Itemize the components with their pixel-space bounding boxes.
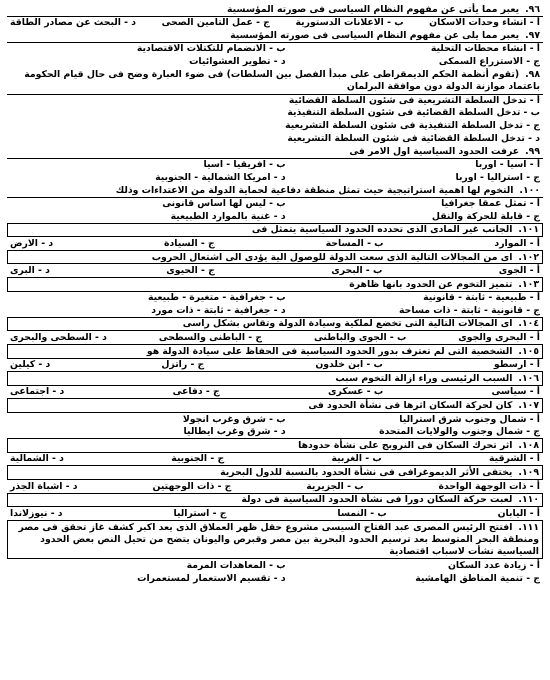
- question-103: [7, 277, 543, 292]
- options-102: [7, 264, 543, 277]
- option-d[interactable]: د - البحث عن مصادر الطاقة: [10, 17, 137, 29]
- option-a[interactable]: أ - زيادة عدد السكان: [447, 560, 540, 572]
- question-text: لعبت حركة السكان دورا فى نشأة الحدود السياسية فى دولة: [241, 494, 513, 506]
- question-number: ٩٦.: [525, 3, 540, 15]
- question-text: يعبر مما يلى عن مفهوم النظام السياسى فى صورته المؤسسية: [230, 29, 520, 41]
- option-b[interactable]: ب - شرق وغرب انجولا: [182, 413, 286, 425]
- option-d[interactable]: د - شرق وغرب ايطاليا: [183, 426, 286, 438]
- options-111-row1: [7, 559, 543, 572]
- options-100-row1: [7, 198, 543, 211]
- options-97-row1: [7, 43, 543, 56]
- question-text: يعبر مما يأتى عن مفهوم النظام السياسى فى صورته المؤسسية: [226, 3, 520, 15]
- options-98: [7, 95, 543, 145]
- question-text: كان لحركة السكان اثرها فى نشأة الحدود فى: [308, 400, 513, 412]
- option-b[interactable]: ب - افريقيا - اسيا: [203, 159, 286, 171]
- option-c[interactable]: ج - دفاعى: [172, 386, 220, 398]
- question-text: الجانب غير المادى الذى تحدده الحدود السياسية يتمثل فى: [251, 224, 513, 236]
- question-text: السبب الرئيسى وراء ازالة التخوم سبب: [335, 372, 513, 384]
- option-a[interactable]: أ - شمال وجنوب شرق استراليا: [399, 413, 540, 425]
- options-103-row2: [7, 304, 543, 317]
- option-a[interactable]: أ - طبيعية - ثابتة - قانونية: [423, 292, 540, 304]
- question-100: [7, 184, 543, 198]
- option-d[interactable]: د - تطوير العشوائيات: [189, 56, 286, 68]
- options-100-row2: [7, 210, 543, 223]
- option-d[interactable]: د - غنية بالموارد الطبيعية: [170, 210, 286, 222]
- option-d[interactable]: د - اشباة الجذر: [10, 480, 78, 492]
- question-97: [7, 29, 543, 43]
- options-99-row2: [7, 171, 543, 184]
- question-number: ١٠٠.: [519, 184, 540, 196]
- option-a[interactable]: أ - ارسطو: [493, 359, 540, 371]
- option-c[interactable]: ج - تدخل السلطة التنفيذية فى شئون السلطة التشريعية: [285, 119, 540, 131]
- question-text: الشخصية التى لم تعترف بدور الحدود السياسية فى الحفاظ على سيادة الدولة هو: [146, 345, 513, 357]
- options-109: [7, 480, 543, 493]
- question-number: ١١٠.: [518, 494, 539, 506]
- question-number: ١٠٩.: [518, 467, 539, 479]
- question-text: عرفت الحدود السياسية اول الامر فى: [349, 145, 520, 157]
- options-107-row1: [7, 413, 543, 426]
- option-b[interactable]: ب - ليس لها اساس قانونى: [162, 198, 286, 210]
- question-text: التخوم لها اهمية استراتيجية حيث تمثل منطقة دفاعية لحماية الدولة من الاعتداءات وذلك: [115, 184, 514, 196]
- question-106: [7, 371, 543, 386]
- option-d[interactable]: د - الشمالية: [10, 453, 64, 465]
- option-b[interactable]: ب - المعاهدات المرمة: [186, 560, 286, 572]
- question-text: اى المجالات التالية التى تخضع لملكية وسيادة الدولة وتقاس بشكل راسى: [182, 318, 513, 330]
- question-text: (تقوم أنظمة الحكم الديمقراطى على مبدأ الفصل بين السلطات) فى ضوء العبارة وضح فى حال قيام الحكومة باعتماد موازنة الدولة دون موافقة البرلمان: [24, 68, 540, 92]
- option-d[interactable]: د - امريكا الشمالية - الجنوبية: [155, 171, 286, 183]
- option-b[interactable]: ب - عسكرى: [328, 386, 384, 398]
- option-a[interactable]: أ - انشاء وحدات الاسكان: [429, 17, 540, 29]
- options-106: [7, 386, 543, 399]
- option-b[interactable]: ب - الغربية: [331, 453, 382, 465]
- question-text: تتميز التخوم عن الحدود بانها ظاهرة: [349, 278, 513, 290]
- option-a[interactable]: أ - ذات الوجهة الواحدة: [438, 480, 540, 492]
- option-a[interactable]: أ - سياسى: [491, 386, 540, 398]
- question-text: اى من المجالات التالية الذى سعت الدولة للوصول الية يؤدى الى اشتعال الحروب: [151, 251, 513, 263]
- option-d[interactable]: د - جغرافية - ثابتة - ذات مورد: [151, 304, 286, 316]
- question-number: ٩٨.: [525, 68, 540, 80]
- option-a[interactable]: أ - تدخل السلطة التشريعية فى شئون السلطة القضائية: [288, 94, 540, 106]
- question-number: ١٠٥.: [518, 345, 539, 357]
- option-a[interactable]: أ - اليابان: [497, 507, 540, 519]
- option-b[interactable]: ب - تدخل السلطة القضائية فى شئون السلطة التنفيذية: [287, 107, 540, 119]
- question-98: [7, 68, 543, 95]
- option-c[interactable]: ج - شمال وجنوب والولايات المتحدة: [379, 426, 540, 438]
- question-number: ١٠٦.: [518, 372, 539, 384]
- option-c[interactable]: ج - السيادة: [164, 237, 215, 249]
- option-c[interactable]: ج - قابلة للحركة والنقل: [431, 210, 540, 222]
- option-c[interactable]: ج - قانونية - ثابتة - ذات مساحة: [398, 304, 540, 316]
- question-number: ١١١.: [518, 521, 539, 533]
- question-number: ١٠١.: [518, 224, 539, 236]
- question-108: [7, 438, 543, 453]
- question-number: ١٠٢.: [518, 251, 539, 263]
- option-b[interactable]: ب - جغرافية - متغيرة - طبيعية: [147, 292, 286, 304]
- question-text: افتتح الرئيس المصرى عبد الفتاح السيسى مشروع حقل ظهر العملاق الذى يعد اكبر كشف غاز تحقق فى مصر ومنطقة البحر المتوسط بعد ترسيم الحدود البحرية بين مصر وقبرص واليونان يتضح من تحيل النص بعض الحدود السياسية نشأت لاسباب اقتصادية: [18, 521, 539, 557]
- option-b[interactable]: ب - النمسا: [337, 507, 387, 519]
- question-110: [7, 493, 543, 508]
- option-b[interactable]: ب - ابن خلدون: [315, 359, 383, 371]
- options-108: [7, 453, 543, 466]
- option-c[interactable]: ج - الجنوبية: [171, 453, 225, 465]
- question-99: [7, 145, 543, 159]
- question-101: [7, 223, 543, 238]
- options-97-row2: [7, 55, 543, 68]
- option-a[interactable]: أ - تمثل عمقا جغرافيا: [441, 198, 540, 210]
- option-a[interactable]: أ - اسيا - اوربا: [475, 159, 540, 171]
- option-d[interactable]: د - السطحى والبحرى: [10, 332, 107, 344]
- question-number: ١٠٨.: [518, 439, 539, 451]
- option-c[interactable]: ج - الحيوى: [166, 265, 215, 277]
- question-104: [7, 317, 543, 332]
- question-number: ١٠٣.: [518, 278, 539, 290]
- options-111-row2: [7, 572, 543, 585]
- option-b[interactable]: ب - الانضمام للتكتلات الاقتصادية: [136, 43, 286, 55]
- option-c[interactable]: ج - استراليا: [173, 507, 227, 519]
- question-number: ١٠٧.: [518, 400, 539, 412]
- option-c[interactable]: ج - تنمية المناطق الهامشية: [415, 572, 540, 584]
- options-101: [7, 237, 543, 250]
- question-107: [7, 398, 543, 413]
- options-99-row1: [7, 159, 543, 172]
- option-a[interactable]: أ - الجوى: [498, 265, 540, 277]
- option-b[interactable]: ب - الاعلانات الدستورية: [295, 17, 404, 29]
- question-109: [7, 465, 543, 480]
- question-102: [7, 250, 543, 265]
- exam-page: [7, 3, 543, 673]
- option-c[interactable]: ج - الاستزراع السمكى: [438, 56, 540, 68]
- option-c[interactable]: ج - ذات الوجهتين: [152, 480, 232, 492]
- option-b[interactable]: ب - الجزيرية: [306, 480, 364, 492]
- options-96: [7, 17, 543, 30]
- options-103-row1: [7, 292, 543, 305]
- option-a[interactable]: أ - الموارد: [494, 237, 540, 249]
- option-d[interactable]: د - تقسيم الاستعمار لمستعمرات: [137, 572, 286, 584]
- question-number: ٩٧.: [525, 29, 540, 41]
- option-d[interactable]: د - اجتماعى: [10, 386, 65, 398]
- option-c[interactable]: ج - عمل التامين الصحى: [161, 17, 270, 29]
- option-b[interactable]: ب - البحرى: [331, 265, 383, 277]
- option-c[interactable]: ج - استراليا - اوربا: [455, 171, 540, 183]
- option-a[interactable]: أ - الشرقية: [489, 453, 540, 465]
- option-d[interactable]: د - كيلين: [10, 359, 51, 371]
- option-d[interactable]: د - البرى: [10, 265, 50, 277]
- option-b[interactable]: ب - المساحة: [325, 237, 384, 249]
- question-105: [7, 344, 543, 359]
- options-105: [7, 359, 543, 372]
- option-d[interactable]: د - الارض: [10, 237, 54, 249]
- options-104: [7, 331, 543, 344]
- option-d[interactable]: د - تدخل السلطة القضائية فى شئون السلطة التشريعية: [287, 132, 540, 144]
- option-b[interactable]: ب - الجوى والباطنى: [314, 332, 407, 344]
- option-a[interactable]: أ - البحرى والجوى: [458, 332, 540, 344]
- options-110: [7, 507, 543, 520]
- question-96: [7, 3, 543, 17]
- question-text: يختفى الأثر الديموغرافى فى نشأة الحدود بالنسبة للدول البحرية: [220, 467, 513, 479]
- option-c[interactable]: ج - راتزل: [161, 359, 205, 371]
- question-111: [7, 520, 543, 560]
- option-c[interactable]: ج - الباطنى والسطحى: [158, 332, 263, 344]
- option-a[interactable]: أ - انشاء محطات التحلية: [430, 43, 540, 55]
- question-number: ٩٩.: [525, 145, 540, 157]
- option-d[interactable]: د - نيوزلاندا: [10, 507, 63, 519]
- question-text: اثر تحرك السكان فى النروبج على نشأة حدودها: [298, 439, 513, 451]
- options-107-row2: [7, 426, 543, 439]
- question-number: ١٠٤.: [518, 318, 539, 330]
